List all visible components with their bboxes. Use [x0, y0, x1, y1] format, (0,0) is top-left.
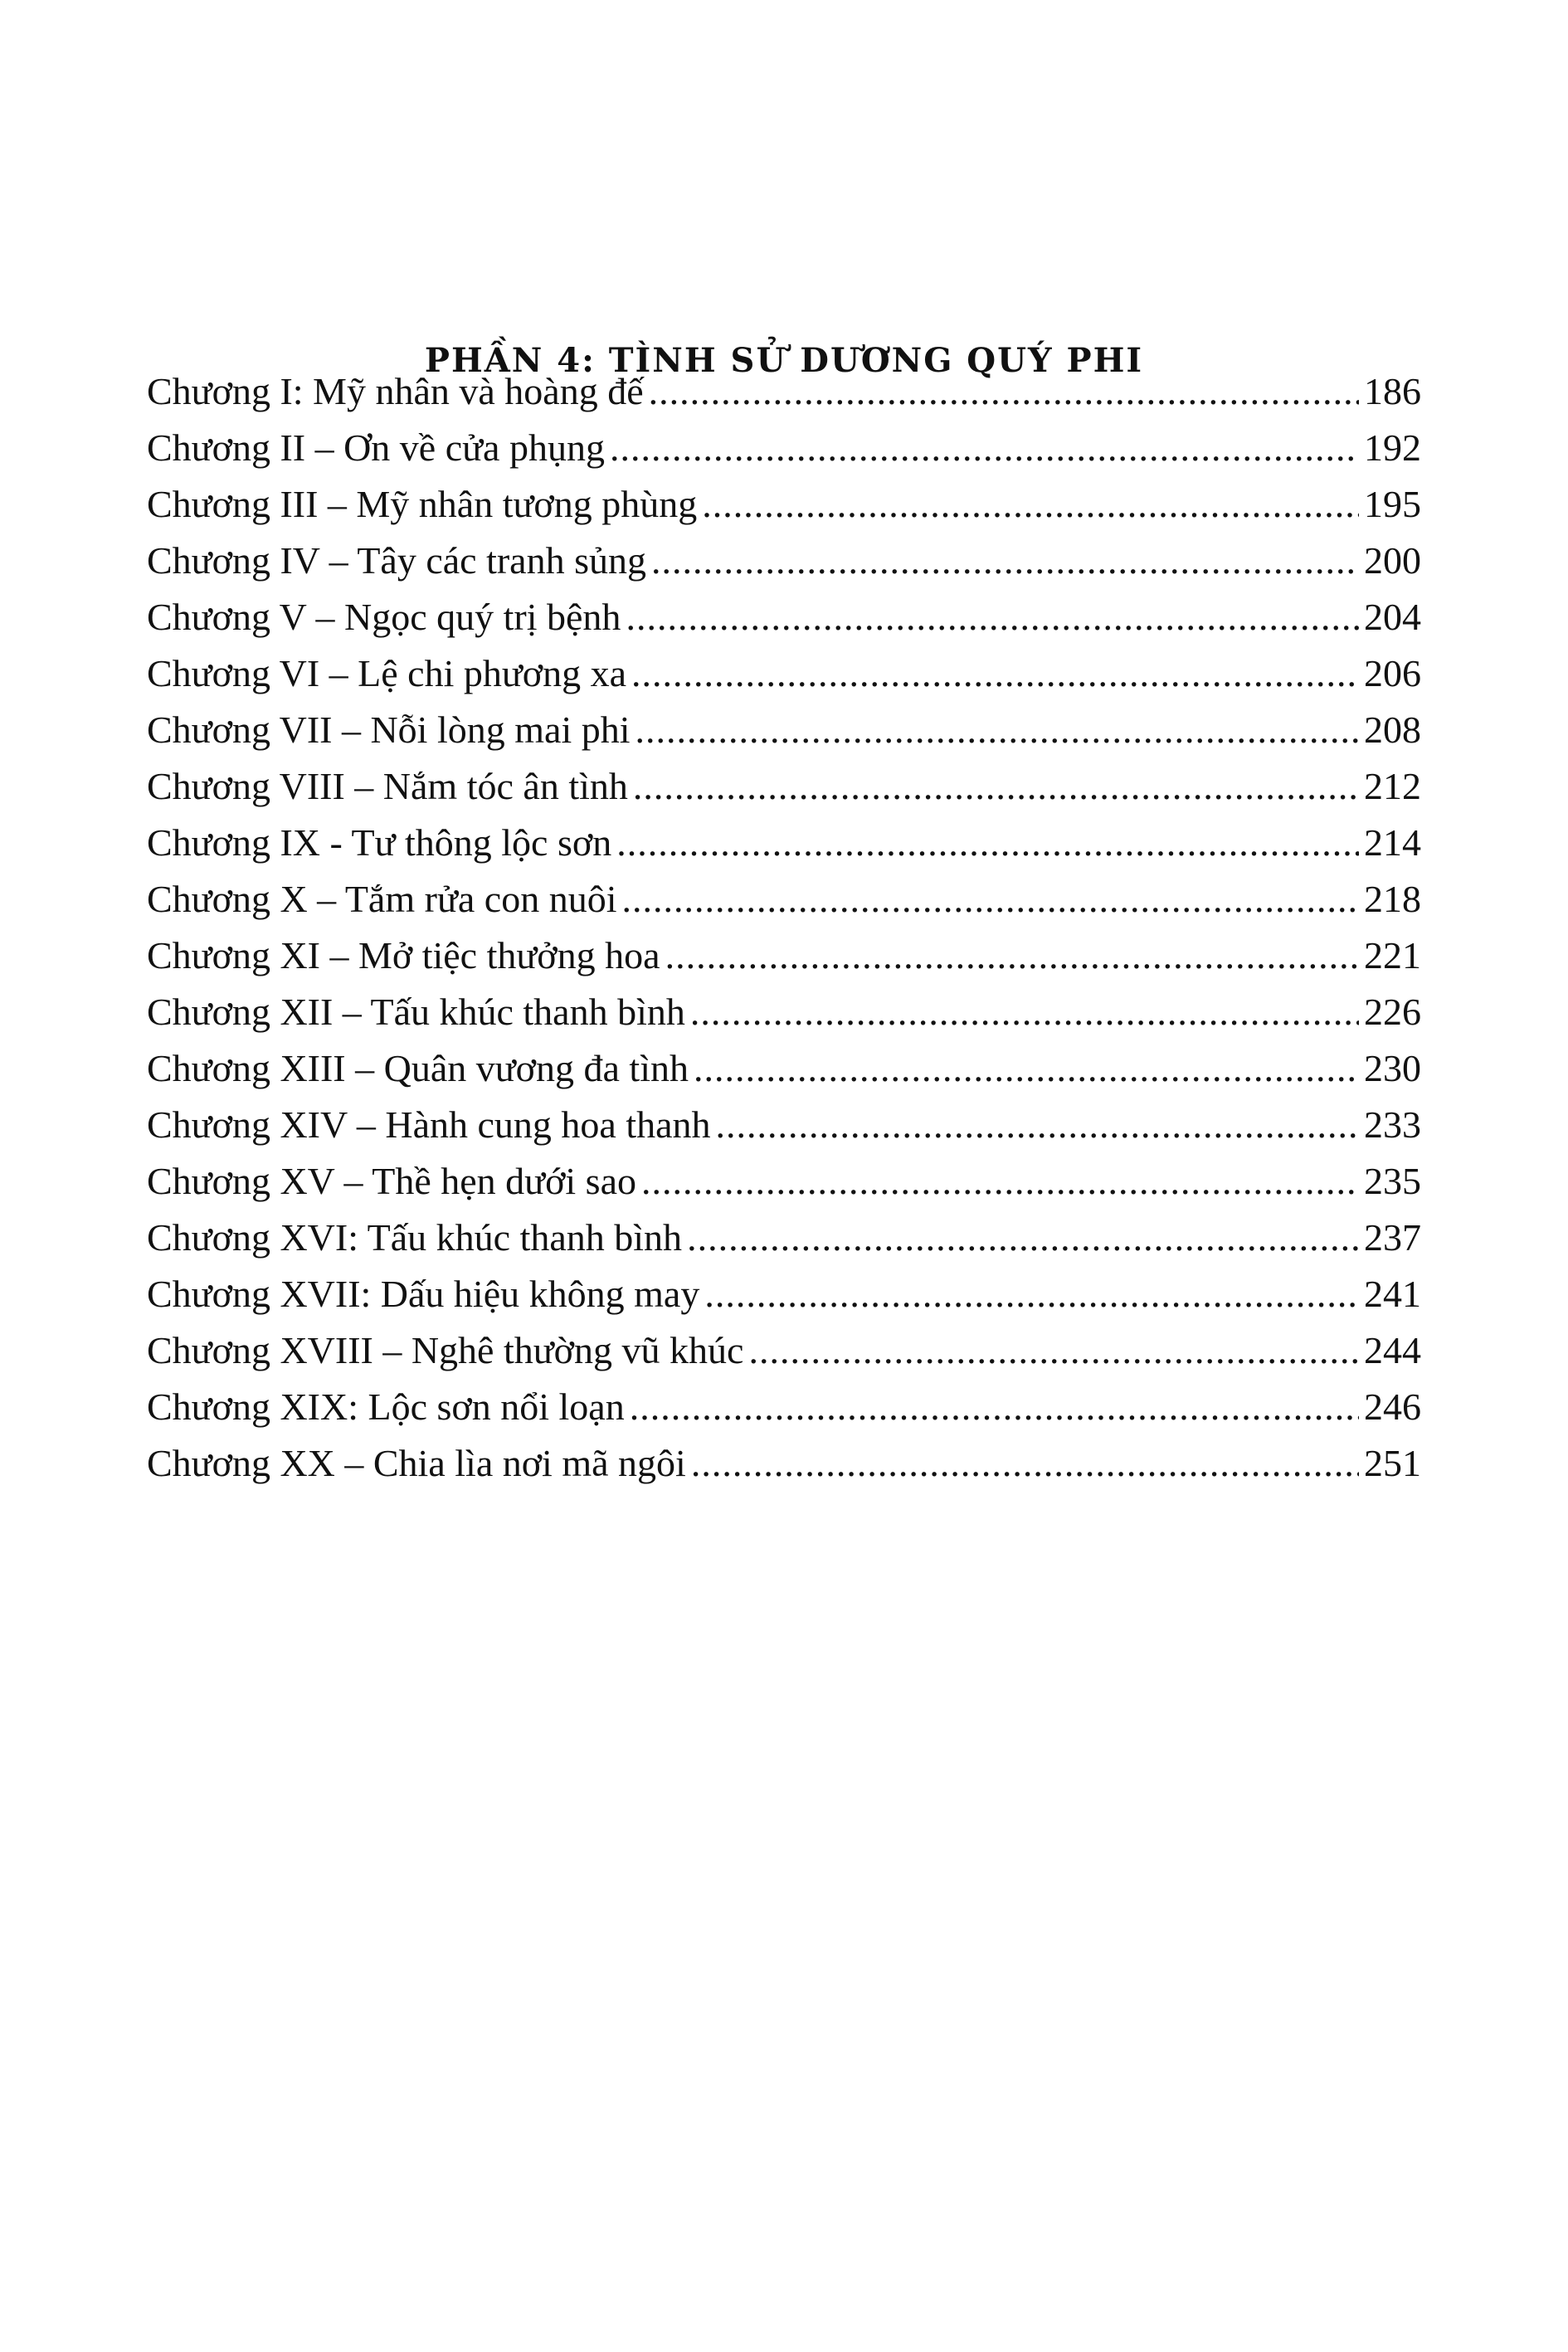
toc-entry-label: Chương VI – Lệ chi phương xa: [147, 652, 627, 694]
toc-entry: [147, 1153, 1421, 1210]
toc-dot-leader: [649, 363, 1359, 420]
toc-entry: [147, 476, 1421, 533]
toc-entry-label: Chương XIV – Hành cung hoa thanh: [147, 1103, 711, 1146]
toc-entry-page: 204: [1364, 596, 1421, 638]
toc-entry-page: 221: [1364, 934, 1421, 976]
toc-entry-label: Chương I: Mỹ nhân và hoàng đế: [147, 370, 644, 412]
toc-entry-page: 214: [1364, 821, 1421, 864]
toc-entry: [147, 363, 1421, 420]
toc-entry-page: 192: [1364, 426, 1421, 469]
toc-dot-leader: [651, 533, 1359, 589]
toc-entry-page: 218: [1364, 878, 1421, 920]
toc-dot-leader: [687, 1210, 1359, 1266]
toc-dot-leader: [704, 1266, 1359, 1322]
toc-entry-label: Chương III – Mỹ nhân tương phùng: [147, 483, 698, 525]
toc-entry-page: 230: [1364, 1047, 1421, 1089]
toc-entry-label: Chương XVIII – Nghê thường vũ khúc: [147, 1329, 744, 1371]
toc-entry-page: 208: [1364, 709, 1421, 751]
toc-entry-label: Chương XII – Tấu khúc thanh bình: [147, 991, 685, 1033]
toc-entry-label: Chương IV – Tây các tranh sủng: [147, 539, 646, 582]
toc-dot-leader: [635, 702, 1359, 758]
toc-entry: [147, 984, 1421, 1040]
toc-entry-label: Chương IX - Tư thông lộc sơn: [147, 821, 612, 864]
toc-entry-page: 206: [1364, 652, 1421, 694]
toc-entry-page: 200: [1364, 539, 1421, 582]
toc-entry-page: 241: [1364, 1273, 1421, 1315]
toc-entry-page: 186: [1364, 370, 1421, 412]
toc-entry: [147, 1210, 1421, 1266]
toc-entry-label: Chương XIII – Quân vương đa tình: [147, 1047, 689, 1089]
toc-entry-label: Chương XX – Chia lìa nơi mã ngôi: [147, 1442, 686, 1484]
toc-entry: [147, 1435, 1421, 1492]
toc-dot-leader: [748, 1322, 1359, 1379]
toc-dot-leader: [702, 476, 1359, 533]
toc-entry-page: 235: [1364, 1160, 1421, 1202]
toc-dot-leader: [633, 758, 1359, 815]
toc-dot-leader: [690, 984, 1359, 1040]
toc-dot-leader: [694, 1040, 1359, 1097]
toc-dot-leader: [631, 645, 1359, 702]
toc-entry: [147, 928, 1421, 984]
toc-entry-label: Chương VII – Nỗi lòng mai phi: [147, 709, 631, 751]
toc-entry-label: Chương VIII – Nắm tóc ân tình: [147, 765, 628, 807]
toc-entry-label: Chương XVI: Tấu khúc thanh bình: [147, 1216, 683, 1259]
toc-dot-leader: [610, 420, 1359, 476]
toc-entry: [147, 871, 1421, 928]
toc-dot-leader: [691, 1435, 1359, 1492]
toc-entry-page: 246: [1364, 1385, 1421, 1428]
toc-entry: [147, 645, 1421, 702]
toc-dot-leader: [716, 1097, 1359, 1153]
toc-entry: [147, 815, 1421, 871]
toc-entry: [147, 1379, 1421, 1435]
toc-entry-label: Chương XI – Mở tiệc thưởng hoa: [147, 934, 660, 976]
toc-entry: [147, 589, 1421, 645]
toc-dot-leader: [616, 815, 1359, 871]
table-of-contents: [147, 363, 1421, 1492]
toc-entry: [147, 758, 1421, 815]
toc-entry: [147, 1322, 1421, 1379]
toc-entry-page: 244: [1364, 1329, 1421, 1371]
toc-entry-page: 212: [1364, 765, 1421, 807]
toc-entry-label: Chương V – Ngọc quý trị bệnh: [147, 596, 621, 638]
toc-entry-page: 195: [1364, 483, 1421, 525]
toc-dot-leader: [630, 1379, 1359, 1435]
toc-entry: [147, 1040, 1421, 1097]
toc-entry-label: Chương XVII: Dấu hiệu không may: [147, 1273, 700, 1315]
toc-entry: [147, 420, 1421, 476]
toc-entry: [147, 1097, 1421, 1153]
toc-entry-label: Chương II – Ơn về cửa phụng: [147, 426, 605, 469]
toc-dot-leader: [626, 589, 1359, 645]
toc-dot-leader: [665, 928, 1359, 984]
toc-entry-label: Chương XIX: Lộc sơn nổi loạn: [147, 1385, 625, 1428]
toc-entry: [147, 533, 1421, 589]
section-title: PHẦN 4: TÌNH SỬ DƯƠNG QUÝ PHI: [424, 341, 1144, 381]
toc-dot-leader: [622, 871, 1360, 928]
toc-dot-leader: [641, 1153, 1359, 1210]
toc-entry: [147, 1266, 1421, 1322]
toc-entry-page: 251: [1364, 1442, 1421, 1484]
toc-entry-label: Chương XV – Thề hẹn dưới sao: [147, 1160, 637, 1202]
toc-entry-page: 233: [1364, 1103, 1421, 1146]
toc-entry-label: Chương X – Tắm rửa con nuôi: [147, 878, 617, 920]
toc-entry: [147, 702, 1421, 758]
toc-entry-page: 237: [1364, 1216, 1421, 1259]
toc-entry-page: 226: [1364, 991, 1421, 1033]
